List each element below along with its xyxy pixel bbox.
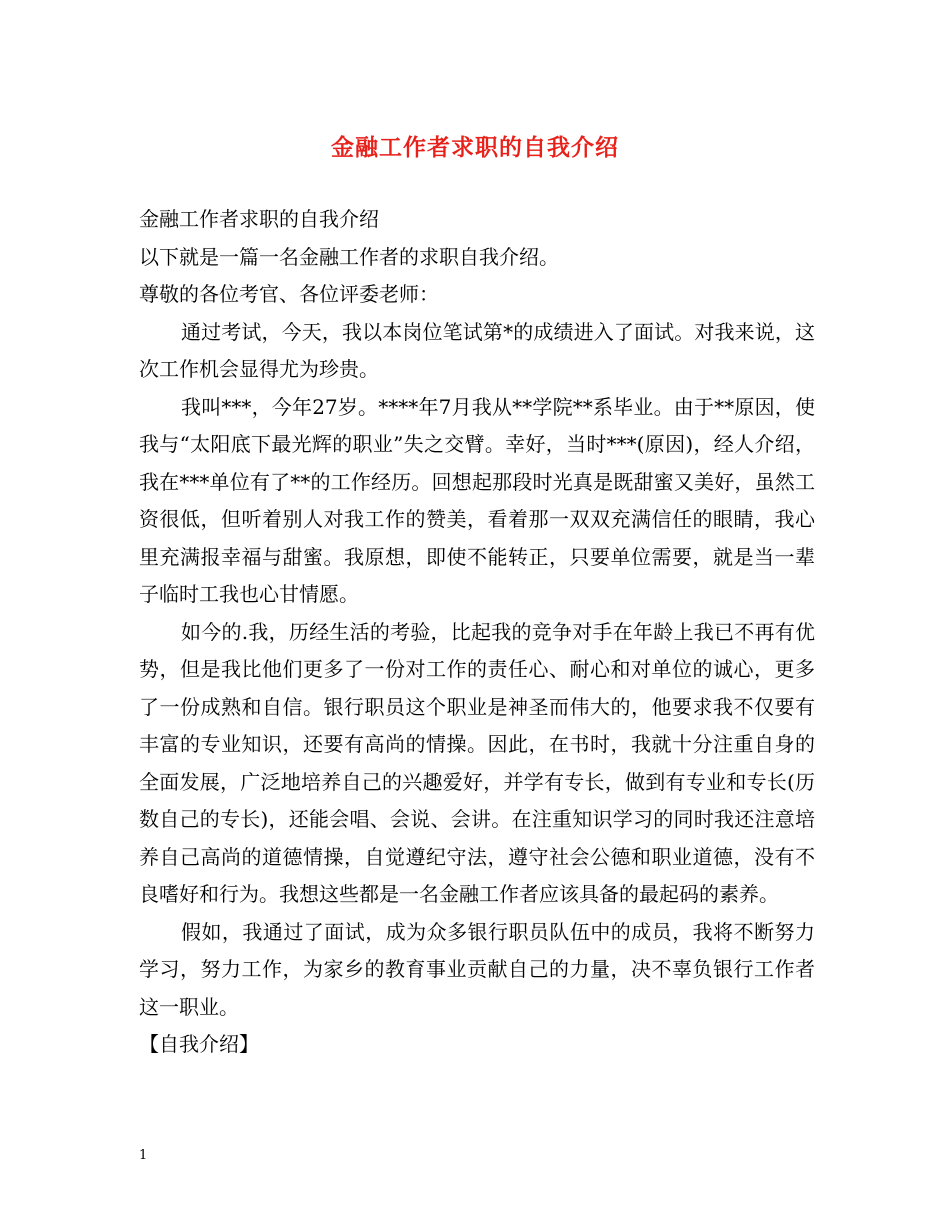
intro-line: 以下就是一篇一名金融工作者的求职自我介绍。: [139, 244, 559, 269]
paragraph-3: 如今的.我，历经生活的考验，比起我的竞争对手在年龄上我已不再有优势，但是我比他们更多了一份对工作的责任心、耐心和对单位的诚心，更多了一份成熟和自信。银行职员这个职业是神圣而伟大的，他要求我不仅要有丰富的专业知识，还要有高尚的情操。因此，在书时，我就十分注重自身的全面发展，广泛地培养自己的兴趣爱好，并学有专长，做到有专业和专长(历数自己的专长)，还能会唱、会说、会讲。在注重知识学习的同时我还注意培养自己高尚的道德情操，自觉遵纪守法，遵守社会公德和职业道德，没有不良嗜好和行为。我想这些都是一名金融工作者应该具备的最起码的素养。: [139, 619, 815, 906]
paragraph-1: 通过考试，今天，我以本岗位笔试第*的成绩进入了面试。对我来说，这次工作机会显得尤为珍贵。: [139, 319, 815, 381]
paragraph-2: 我叫***，今年27岁。****年7月我从**学院**系毕业。由于**原因，使我与“太阳底下最光辉的职业”失之交臂。幸好，当时***(原因)，经人介绍，我在***单位有了**的工作经历。回想起那段时光真是既甜蜜又美好，虽然工资很低，但听着别人对我工作的赞美，看着那一双双充满信任的眼睛，我心里充满报幸福与甜蜜。我原想，即使不能转正，只要单位需要，就是当一辈子临时工我也心甘情愿。: [139, 394, 815, 606]
salutation-line: 尊敬的各位考官、各位评委老师：: [139, 282, 439, 306]
subtitle-line: 金融工作者求职的自我介绍: [139, 207, 379, 231]
document-title: 金融工作者求职的自我介绍: [331, 134, 619, 161]
document-body: [139, 201, 815, 1064]
closing-tag: 【自我介绍】: [139, 1032, 259, 1056]
page-number: 1: [139, 1148, 148, 1163]
paragraph-4: 假如，我通过了面试，成为众多银行职员队伍中的成员，我将不断努力学习，努力工作，为家乡的教育事业贡献自己的力量，决不辜负银行工作者这一职业。: [139, 919, 815, 1019]
